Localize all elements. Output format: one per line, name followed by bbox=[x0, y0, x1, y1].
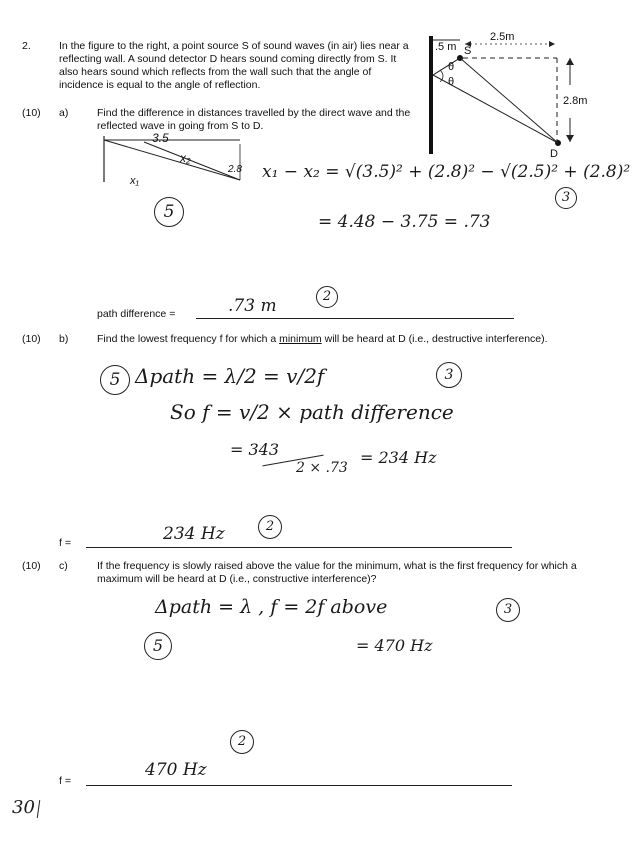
part-a-score-right: 3 bbox=[555, 187, 577, 209]
part-a-answer-score: 2 bbox=[316, 286, 338, 308]
part-b-score-left: 5 bbox=[100, 365, 130, 395]
sketch-x2-label: x₂ bbox=[180, 151, 191, 165]
sketch-x1-label: x₁ bbox=[130, 175, 139, 187]
part-b-work-line3-res: = 234 Hz bbox=[360, 448, 437, 467]
total-score-slash bbox=[37, 800, 40, 818]
part-c-answer-line bbox=[86, 785, 512, 786]
part-c-work-line2: = 470 Hz bbox=[356, 636, 433, 655]
part-c-answer-label: f = bbox=[59, 775, 71, 787]
part-a-sketch bbox=[100, 132, 260, 202]
part-a-result: = 4.48 − 3.75 = .73 bbox=[318, 212, 491, 232]
figure-d-label: D bbox=[550, 148, 558, 160]
part-a-points: (10) bbox=[22, 107, 41, 119]
part-a-letter: a) bbox=[59, 107, 69, 119]
wall-figure bbox=[420, 30, 610, 162]
part-c-answer-score: 2 bbox=[230, 730, 254, 754]
part-a-equation: x₁ − x₂ = √(3.5)² + (2.8)² − √(2.5)² + (2.8)² bbox=[262, 162, 631, 182]
part-b-question bbox=[97, 333, 581, 346]
figure-theta-lower: θ bbox=[448, 76, 455, 88]
figure-2-5m-label: 2.5m bbox=[490, 31, 515, 43]
part-a-score-left: 5 bbox=[154, 197, 184, 227]
part-b-answer-line bbox=[86, 547, 512, 548]
part-b-question-pre: Find the lowest frequency f for which a bbox=[97, 333, 280, 345]
part-b-question-post: will be heard at D (i.e., destructive interference). bbox=[321, 333, 548, 345]
part-b-score-right: 3 bbox=[436, 362, 462, 388]
part-b-answer-label: f = bbox=[59, 537, 71, 549]
part-a-answer-line bbox=[196, 318, 514, 319]
problem-intro: In the figure to the right, a point source S of sound waves (in air) lies near a reflecting wall. A sound detector D hears sound coming directly from S. It also hears sound which reflects from the wall such that the angle of incidence is equal to the angle of reflection. bbox=[59, 40, 409, 91]
total-score: 30 bbox=[12, 797, 35, 818]
sketch-3-5-label: 3.5 bbox=[152, 132, 169, 145]
part-a-answer: .73 m bbox=[228, 296, 277, 316]
figure-2-8m-label: 2.8m bbox=[563, 95, 588, 107]
part-b-question-underlined: minimum bbox=[279, 333, 322, 345]
figure-s-label: S bbox=[464, 45, 472, 57]
part-c-work-line1: Δpath = λ , f = 2f above bbox=[155, 596, 388, 618]
part-c-points: (10) bbox=[22, 560, 41, 572]
part-b-letter: b) bbox=[59, 333, 69, 345]
figure-theta-upper: θ bbox=[448, 61, 455, 73]
part-b-work-line2: So f = v/2 × path difference bbox=[170, 400, 454, 424]
part-b-work-line1: Δpath = λ/2 = v/2f bbox=[135, 364, 325, 388]
part-c-letter: c) bbox=[59, 560, 68, 572]
part-b-work-line3-den: 2 × .73 bbox=[296, 460, 348, 476]
part-c-score-right: 3 bbox=[496, 598, 520, 622]
problem-number: 2. bbox=[22, 40, 31, 52]
sketch-2-8-label: 2.8 bbox=[228, 164, 242, 175]
figure-half-m-label: .5 m bbox=[435, 41, 457, 53]
part-c-score-left: 5 bbox=[144, 632, 172, 660]
part-b-points: (10) bbox=[22, 333, 41, 345]
part-b-work-line3-num: = 343 bbox=[230, 440, 280, 459]
part-c-question: If the frequency is slowly raised above the value for the minimum, what is the first frequency for which a maximum will be heard at D (i.e., constructive interference)? bbox=[97, 560, 577, 585]
part-a-question: Find the difference in distances travelled by the direct wave and the reflected wave in going from S to D. bbox=[97, 107, 411, 132]
part-a-answer-label: path difference = bbox=[97, 308, 176, 320]
part-b-answer-score: 2 bbox=[258, 515, 282, 539]
part-b-answer: 234 Hz bbox=[163, 524, 225, 544]
part-c-answer: 470 Hz bbox=[145, 760, 207, 780]
